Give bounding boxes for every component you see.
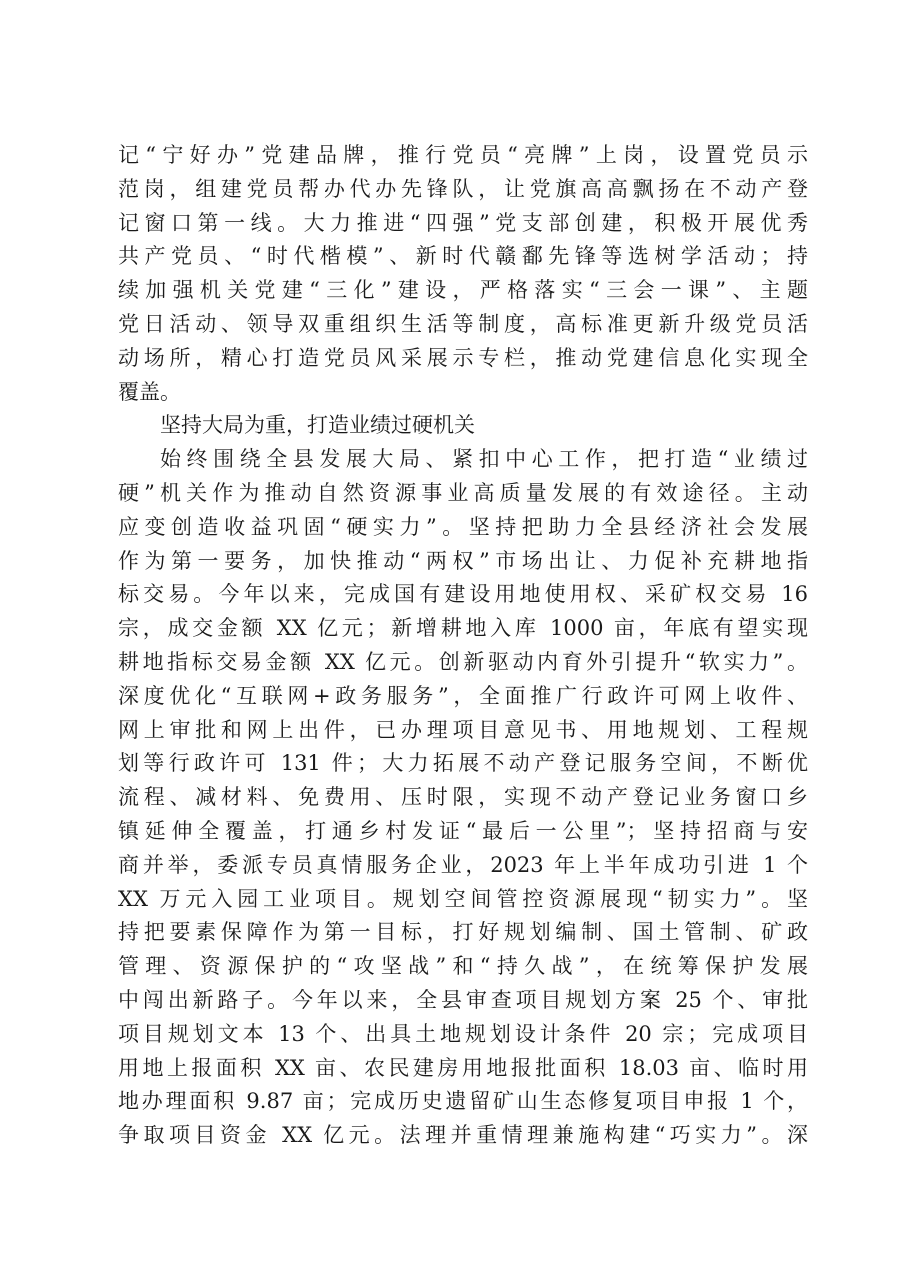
paragraph-line: 网上审批和网上出件，已办理项目意见书、用地规划、工程规 [118, 717, 808, 742]
paragraph-line: 用地上报面积 XX 亩、农民建房用地报批面积 18.03 亩、临时用 [118, 1055, 808, 1080]
paragraph-line: 记“宁好办”党建品牌，推行党员“亮牌”上岗，设置党员示 [118, 143, 808, 167]
paragraph-line: 争取项目资金 XX 亿元。法理并重情理兼施构建“巧实力”。深 [118, 1123, 808, 1148]
paragraph-line: XX 万元入园工业项目。规划空间管控资源展现“韧实力”。坚 [118, 886, 808, 911]
paragraph-line: 镇延伸全覆盖，打通乡村发证“最后一公里”；坚持招商与安 [118, 818, 808, 843]
paragraph-line: 共产党员、“时代楷模”、新时代赣鄱先锋等选树学活动；持 [118, 244, 808, 269]
paragraph-line: 党日活动、领导双重组织生活等制度，高标准更新升级党员活 [118, 311, 808, 336]
paragraph-line: 项目规划文本 13 个、出具土地规划设计条件 20 宗；完成项目 [118, 1021, 808, 1046]
paragraph-line: 中闯出新路子。今年以来，全县审查项目规划方案 25 个、审批 [118, 987, 808, 1012]
paragraph-line: 覆盖。 [118, 379, 181, 404]
paragraph-line: 宗，成交金额 XX 亿元；新增耕地入库 1000 亩，年底有望实现 [118, 616, 808, 641]
paragraph-line: 硬”机关作为推动自然资源事业高质量发展的有效途径。主动 [118, 480, 808, 505]
paragraph-line: 记窗口第一线。大力推进“四强”党支部创建，积极开展优秀 [118, 210, 808, 235]
paragraph-line: 作为第一要务，加快推动“两权”市场出让、力促补充耕地指 [118, 548, 808, 573]
paragraph-line: 持把要素保障作为第一目标，打好规划编制、国土管制、矿政 [118, 920, 808, 945]
paragraph-line: 始终围绕全县发展大局、紧扣中心工作，把打造“业绩过 [160, 447, 808, 472]
paragraph-line: 深度优化“互联网+政务服务”，全面推广行政许可网上收件、 [118, 683, 808, 708]
paragraph-line: 商并举，委派专员真情服务企业，2023 年上半年成功引进 1 个 [118, 852, 808, 877]
paragraph-line: 流程、减材料、免费用、压时限，实现不动产登记业务窗口乡 [118, 785, 808, 810]
document-body [118, 139, 808, 1153]
paragraph-line: 耕地指标交易金额 XX 亿元。创新驱动内育外引提升“软实力”。 [118, 649, 808, 674]
paragraph-line: 续加强机关党建“三化”建设，严格落实“三会一课”、主题 [118, 278, 808, 303]
paragraph-line: 标交易。今年以来，完成国有建设用地使用权、采矿权交易 16 [118, 582, 808, 607]
paragraph-line: 地办理面积 9.87 亩；完成历史遗留矿山生态修复项目申报 1 个， [118, 1089, 808, 1114]
paragraph-line: 管理、资源保护的“攻坚战”和“持久战”，在统筹保护发展 [118, 954, 808, 979]
section-heading: 坚持大局为重，打造业绩过硬机关 [160, 413, 475, 438]
paragraph-line: 应变创造收益巩固“硬实力”。坚持把助力全县经济社会发展 [118, 514, 808, 539]
paragraph-line: 划等行政许可 131 件；大力拓展不动产登记服务空间，不断优 [118, 751, 808, 776]
paragraph-line: 范岗，组建党员帮办代办先锋队，让党旗高高飘扬在不动产登 [118, 176, 808, 201]
paragraph-line: 动场所，精心打造党员风采展示专栏，推动党建信息化实现全 [118, 345, 808, 370]
